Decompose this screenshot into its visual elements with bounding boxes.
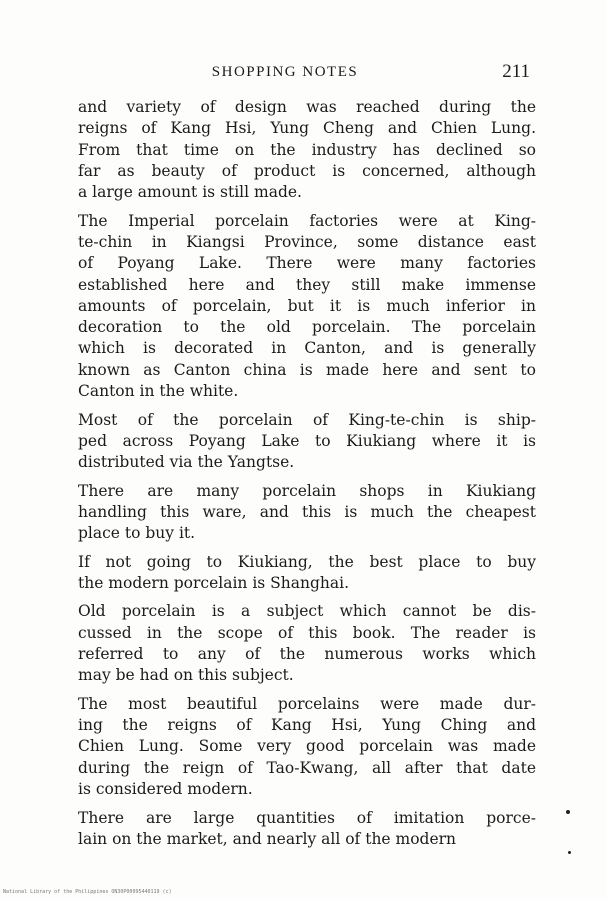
ink-speck [566,810,570,814]
text-line: There are large quantities of imitation porce- [78,808,536,827]
text-line: decoration to the old porcelain. The porcelain [78,318,536,337]
text-line: reigns of Kang Hsi, Yung Cheng and Chien Lung. [78,119,536,138]
text-line: ped across Poyang Lake to Kiukiang where it is [78,431,536,450]
text-line: ing the reigns of Kang Hsi, Yung Ching and [78,716,536,735]
text-line: far as beauty of product is concerned, although [78,161,536,180]
text-line: which is decorated in Canton, and is generally [78,339,536,358]
paragraph [58,97,536,203]
text-line: Chien Lung. Some very good porcelain was made [78,737,536,756]
paragraph [58,808,536,851]
text-line: From that time on the industry has declined so [78,140,536,159]
text-line: referred to any of the numerous works which [78,645,536,664]
running-head [0,61,607,86]
paragraph [58,211,536,403]
text-line: Most of the porcelain of King-te-chin is ship- [78,410,536,429]
text-line: te-chin in Kiangsi Province, some distance east [78,232,536,251]
text-line: The Imperial porcelain factories were at King- [78,211,536,230]
text-line: cussed in the scope of this book. The reader is [78,623,536,642]
text-line: handling this ware, and this is much the cheapest [78,502,536,521]
text-line: and variety of design was reached during the [78,98,536,116]
text-line: amounts of porcelain, but it is much inferior in [78,296,536,315]
paragraph [58,694,536,800]
body-text [58,97,536,857]
text-line: Canton in the white. [78,382,239,401]
text-line: Old porcelain is a subject which cannot be dis- [78,602,536,621]
text-line: If not going to Kiukiang, the best place to buy [78,552,536,571]
paragraph [58,410,536,474]
text-line: may be had on this subject. [78,666,294,685]
text-line: distributed via the Yangtse. [78,453,295,472]
paragraph [58,552,536,595]
page-number: 211 [502,61,530,82]
text-line: during the reign of Tao-Kwang, all after that date [78,758,536,777]
text-line: lain on the market, and nearly all of the modern [78,829,457,848]
text-line: the modern porcelain is Shanghai. [78,573,350,592]
text-line: a large amount is still made. [78,183,302,202]
running-title: SHOPPING NOTES [211,64,359,80]
text-line: The most beautiful porcelains were made dur- [78,694,536,713]
scan-footer: National Library of the Philippines ON30P00095440119 (c) [3,889,172,895]
paragraph [58,601,536,686]
text-line: known as Canton china is made here and sent to [78,360,536,379]
text-line: established here and they still make immense [78,275,536,294]
text-line: is considered modern. [78,780,253,799]
text-line: There are many porcelain shops in Kiukiang [78,481,536,500]
paragraph [58,481,536,545]
text-line: place to buy it. [78,524,196,543]
ink-speck [568,851,571,854]
text-line: of Poyang Lake. There were many factories [78,254,536,273]
